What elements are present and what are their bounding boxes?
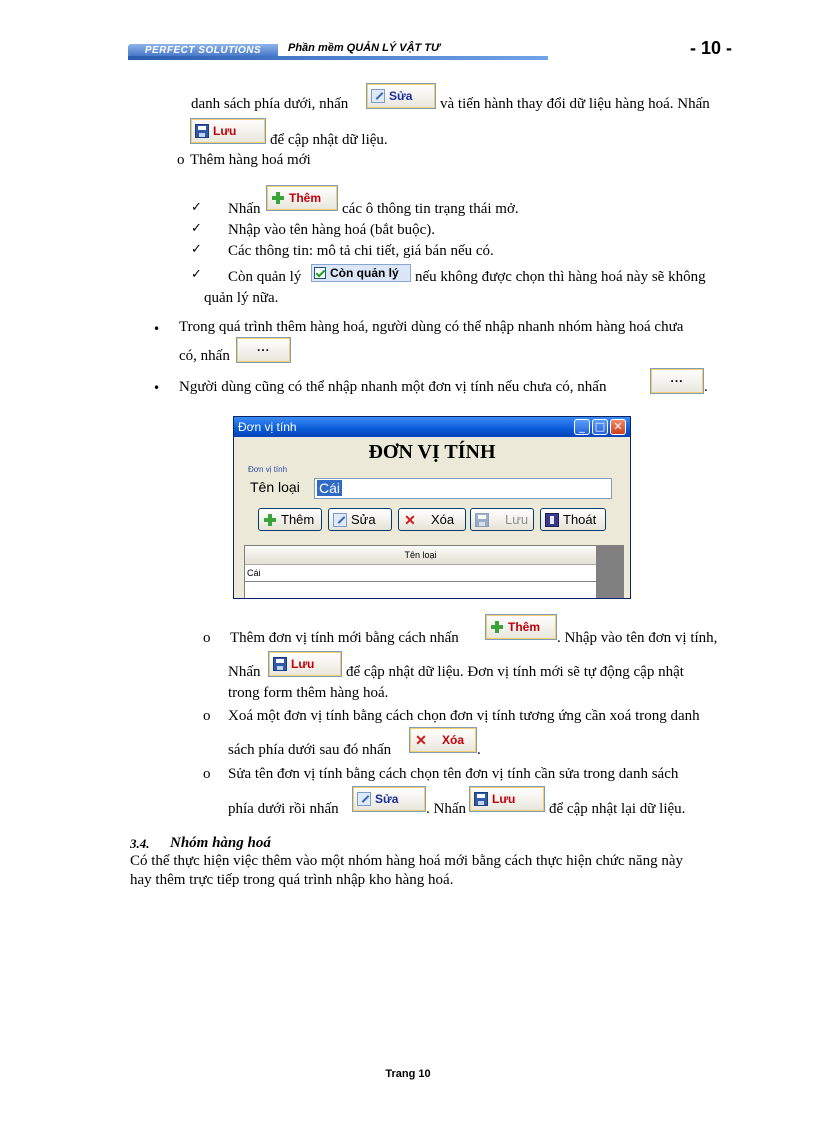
list-item: Nhập vào tên hàng hoá (bắt buộc).	[228, 222, 436, 238]
sub-marker: o	[177, 152, 185, 168]
edit-icon	[371, 89, 385, 103]
win-exit-label: Thoát	[563, 512, 597, 527]
list-item: Còn quản lý	[228, 269, 302, 285]
add-button[interactable]	[266, 185, 338, 211]
edit-button-label: Sửa	[375, 792, 399, 806]
unit-name-label: Tên loại	[250, 479, 300, 495]
plus-icon	[490, 620, 504, 634]
manage-checkbox[interactable]	[311, 264, 411, 282]
o-text: . Nhấn	[426, 801, 466, 817]
o-text: sách phía dưới sau đó nhấn	[228, 742, 392, 758]
list-item: quản lý nữa.	[204, 290, 279, 306]
minimize-icon[interactable]: _	[574, 419, 590, 435]
ellipsis-button[interactable]: ...	[650, 368, 704, 394]
para-text: danh sách phía dưới, nhấn	[191, 96, 349, 112]
o-text: Nhấn	[228, 664, 261, 680]
delete-icon: ✕	[404, 511, 416, 528]
win-exit-button[interactable]	[540, 508, 606, 531]
close-icon[interactable]: ✕	[610, 419, 626, 435]
unit-name-value: Cái	[319, 480, 341, 496]
win-save-button[interactable]	[470, 508, 534, 531]
bullet-text: Người dùng cũng có thể nhập nhanh một đơn vị tính nếu chưa có, nhấn	[179, 379, 607, 395]
ellipsis-button[interactable]: ...	[236, 337, 291, 363]
save-button-label: Lưu	[213, 124, 237, 138]
grid-empty-area	[245, 582, 596, 599]
para-text: để cập nhật dữ liệu.	[270, 132, 388, 148]
win-delete-label: Xóa	[431, 512, 455, 527]
add-button-label: Thêm	[289, 191, 322, 205]
win-save-label: Lưu	[505, 512, 529, 527]
add-button[interactable]	[485, 614, 557, 640]
edit-button[interactable]	[366, 83, 436, 109]
win-delete-button[interactable]	[398, 508, 466, 531]
delete-button-label: Xóa	[442, 733, 465, 747]
window-title: Đơn vị tính	[238, 420, 297, 434]
page-footer: Trang 10	[385, 1068, 431, 1080]
o-text: Xoá một đơn vị tính bằng cách chọn đơn vị tính tương ứng cần xoá trong danh	[228, 708, 700, 724]
win-add-button[interactable]	[258, 508, 322, 531]
delete-icon: ✕	[415, 732, 427, 748]
save-icon	[195, 124, 209, 138]
exit-icon	[545, 513, 559, 527]
save-icon	[273, 657, 287, 671]
grid-column-header: Tên loại	[245, 546, 596, 565]
edit-button[interactable]	[352, 786, 426, 812]
save-icon	[474, 792, 488, 806]
check-mark: ✓	[191, 267, 202, 282]
list-item: Các thông tin: mô tả chi tiết, giá bán nếu có.	[228, 243, 494, 259]
maximize-icon[interactable]: □	[592, 419, 608, 435]
save-button-label: Lưu	[492, 792, 516, 806]
save-button-label: Lưu	[291, 657, 315, 671]
delete-button[interactable]	[409, 727, 477, 753]
bullet-text: có, nhấn	[179, 348, 230, 364]
edit-button-label: Sửa	[389, 89, 413, 103]
o-text: trong form thêm hàng hoá.	[228, 685, 389, 701]
o-text: phía dưới rồi nhấn	[228, 801, 339, 817]
section-number: 3.4.	[130, 836, 150, 851]
check-mark: ✓	[191, 200, 202, 215]
section-paragraph: hay thêm trực tiếp trong quá trình nhập kho hàng hoá.	[130, 872, 454, 888]
checkbox-icon	[314, 267, 326, 279]
edit-icon	[357, 792, 371, 806]
o-text: . Nhập vào tên đơn vị tính,	[557, 630, 718, 646]
unit-window	[233, 416, 631, 599]
plus-icon	[271, 191, 285, 205]
section-paragraph: Có thể thực hiện việc thêm vào một nhóm hàng hoá mới bằng cách thực hiện chức năng này	[130, 853, 684, 869]
win-edit-button[interactable]	[328, 508, 392, 531]
check-mark: ✓	[191, 221, 202, 236]
edit-icon	[333, 513, 347, 527]
brand-logo: PERFECT SOLUTIONS	[128, 44, 278, 58]
o-marker: o	[203, 708, 211, 724]
bullet-mark: •	[153, 381, 161, 395]
list-item: Nhấn	[228, 201, 261, 217]
o-text: Sửa tên đơn vị tính bằng cách chọn tên đơn vị tính cần sửa trong danh sách	[228, 766, 679, 782]
check-mark: ✓	[191, 242, 202, 257]
o-text: để cập nhật dữ liệu. Đơn vị tính mới sẽ tự động cập nhật	[346, 664, 684, 680]
group-caption: Đơn vị tính	[248, 465, 288, 474]
add-button-label: Thêm	[508, 620, 541, 634]
manage-checkbox-label: Còn quản lý	[330, 266, 399, 280]
table-row[interactable]: Cái	[245, 565, 596, 581]
o-text: Thêm đơn vị tính mới bằng cách nhấn	[230, 630, 459, 646]
o-text: để cập nhật lại dữ liệu.	[549, 801, 686, 817]
save-button[interactable]	[190, 118, 266, 144]
save-button[interactable]	[268, 651, 342, 677]
para-text: và tiến hành thay đổi dữ liệu hàng hoá. Nhấn	[440, 96, 710, 112]
plus-icon	[263, 513, 277, 527]
header-title: Phần mềm QUẢN LÝ VẬT TƯ	[288, 42, 440, 54]
o-text: .	[477, 742, 481, 758]
list-item: các ô thông tin trạng thái mở.	[342, 201, 519, 217]
save-button[interactable]	[469, 786, 545, 812]
section-title: Nhóm hàng hoá	[170, 835, 271, 851]
win-add-label: Thêm	[281, 512, 315, 527]
sub-heading: Thêm hàng hoá mới	[190, 152, 311, 168]
bullet-mark: •	[153, 322, 161, 336]
save-icon	[475, 513, 489, 527]
o-marker: o	[203, 630, 211, 646]
header-rule	[128, 56, 548, 60]
bullet-text: Trong quá trình thêm hàng hoá, người dùng có thể nhập nhanh nhóm hàng hoá chưa	[179, 319, 684, 335]
list-item: nếu không được chọn thì hàng hoá này sẽ không	[415, 269, 706, 285]
window-title-bar	[234, 417, 630, 437]
unit-grid	[244, 545, 624, 599]
window-heading: ĐƠN VỊ TÍNH	[368, 441, 496, 463]
page-number: - 10 -	[690, 38, 733, 58]
bullet-text: .	[704, 379, 708, 395]
win-edit-label: Sửa	[351, 512, 376, 527]
unit-name-input[interactable]	[314, 478, 612, 499]
o-marker: o	[203, 766, 211, 782]
